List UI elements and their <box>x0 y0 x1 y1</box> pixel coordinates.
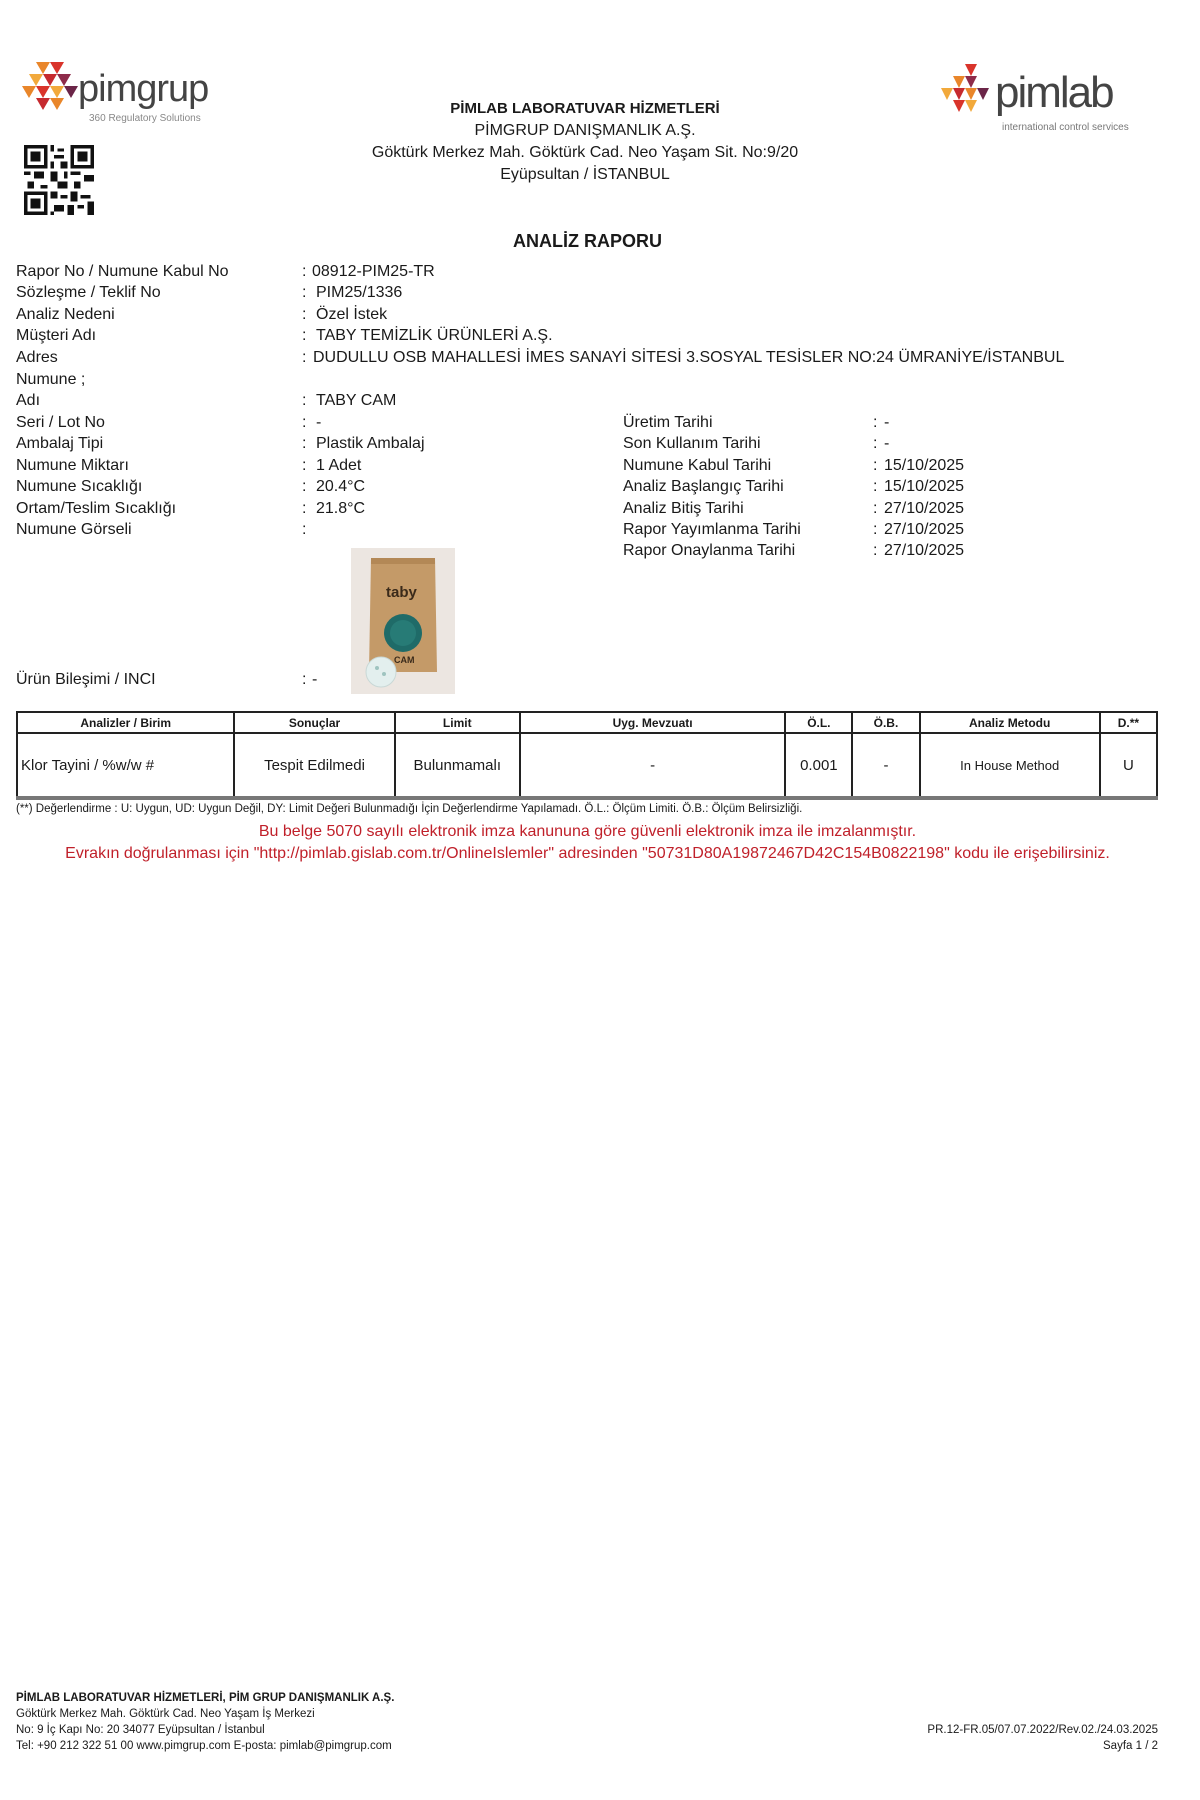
name-value: TABY CAM <box>316 392 397 409</box>
colon: : <box>302 414 307 431</box>
cell-ol: 0.001 <box>785 733 852 798</box>
colon: : <box>873 500 878 517</box>
lab-name: PİMLAB LABORATUVAR HİZMETLERİ <box>450 100 720 117</box>
table-header-row <box>17 712 1157 733</box>
footer-line: No: 9 İç Kapı No: 20 34077 Eyüpsultan / İstanbul <box>16 1724 265 1736</box>
colon: : <box>302 457 307 474</box>
sample-heading: Numune ; <box>16 371 86 388</box>
pouch-product: CAM <box>394 655 415 665</box>
publish-value: 27/10/2025 <box>884 521 965 538</box>
approve-value: 27/10/2025 <box>884 542 965 559</box>
sample-image <box>351 548 455 694</box>
colon: : <box>302 263 307 280</box>
cell-result: Tespit Edilmedi <box>234 733 394 798</box>
pimgrup-logo <box>22 60 222 130</box>
package-label: Ambalaj Tipi <box>16 435 104 452</box>
expiry-value: - <box>884 435 890 452</box>
col-header-results: Sonuçlar <box>234 712 394 733</box>
col-header-ol: Ö.L. <box>785 712 852 733</box>
lab-address: Göktürk Merkez Mah. Göktürk Cad. Neo Yaşam Sit. No:9/20 <box>371 144 799 161</box>
colon: : <box>302 327 307 344</box>
signature-notice: Bu belge 5070 sayılı elektronik imza kanununa göre güvenli elektronik imza ile imzalanmıştır. <box>258 823 917 840</box>
accept-value: 15/10/2025 <box>884 457 965 474</box>
col-header-ob: Ö.B. <box>852 712 919 733</box>
publish-label: Rapor Yayımlanma Tarihi <box>623 521 801 538</box>
colon: : <box>302 392 307 409</box>
pimgrup-tagline: 360 Regulatory Solutions <box>89 113 201 124</box>
amount-value: 1 Adet <box>316 457 362 474</box>
pouch-brand: taby <box>386 584 417 601</box>
customer-value: TABY TEMİZLİK ÜRÜNLERİ A.Ş. <box>316 327 553 344</box>
footer-line: Göktürk Merkez Mah. Göktürk Cad. Neo Yaşam İş Merkezi <box>16 1708 315 1720</box>
colon: : <box>302 435 307 452</box>
image-label: Numune Görseli <box>16 521 132 538</box>
end-label: Analiz Bitiş Tarihi <box>623 500 744 517</box>
cell-regulation: - <box>520 733 785 798</box>
lab-header <box>300 98 870 186</box>
colon: : <box>873 414 878 431</box>
start-value: 15/10/2025 <box>884 478 965 495</box>
end-value: 27/10/2025 <box>884 500 965 517</box>
contract-label: Sözleşme / Teklif No <box>16 284 161 301</box>
footer-contact: Tel: +90 212 322 51 00 www.pimgrup.com E-posta: pimlab@pimgrup.com <box>16 1740 392 1752</box>
amount-label: Numune Miktarı <box>16 457 129 474</box>
production-label: Üretim Tarihi <box>623 414 713 431</box>
results-table <box>16 711 1158 800</box>
lab-company: PİMGRUP DANIŞMANLIK A.Ş. <box>474 122 696 139</box>
colon: : <box>302 306 307 323</box>
colon: : <box>302 478 307 495</box>
start-label: Analiz Başlangıç Tarihi <box>623 478 784 495</box>
form-code: PR.12-FR.05/07.07.2022/Rev.02./24.03.2025 <box>927 1724 1158 1736</box>
temp-label: Numune Sıcaklığı <box>16 478 143 495</box>
col-header-analysis: Analizler / Birim <box>17 712 234 733</box>
env-temp-value: 21.8°C <box>316 500 366 517</box>
colon: : <box>873 435 878 452</box>
expiry-label: Son Kullanım Tarihi <box>623 435 761 452</box>
colon: : <box>302 284 307 301</box>
lot-value: - <box>316 414 322 431</box>
production-value: - <box>884 414 890 431</box>
temp-value: 20.4°C <box>316 478 366 495</box>
lab-city: Eyüpsultan / İSTANBUL <box>500 166 670 183</box>
page-number: Sayfa 1 / 2 <box>1103 1740 1158 1752</box>
report-title: ANALİZ RAPORU <box>513 231 662 251</box>
pimlab-logo-mark-icon <box>935 60 995 130</box>
accept-label: Numune Kabul Tarihi <box>623 457 772 474</box>
col-header-method: Analiz Metodu <box>920 712 1100 733</box>
pimgrup-logo-text: pimgrup <box>78 68 209 110</box>
footer-company: PİMLAB LABORATUVAR HİZMETLERİ, PİM GRUP DANIŞMANLIK A.Ş. <box>16 1692 395 1704</box>
customer-label: Müşteri Adı <box>16 327 97 344</box>
col-header-eval: D.** <box>1100 712 1157 733</box>
table-row <box>17 733 1157 798</box>
colon: : <box>302 671 307 688</box>
address-label: Adres <box>16 349 58 366</box>
pimlab-logo-text: pimlab <box>995 68 1113 117</box>
colon: : <box>873 521 878 538</box>
cell-analysis: Klor Tayini / %w/w # <box>17 733 234 798</box>
reason-value: Özel İstek <box>316 306 388 323</box>
address-value: DUDULLU OSB MAHALLESİ İMES SANAYİ SİTESİ 3.SOSYAL TESİSLER NO:24 ÜMRANİYE/İSTANBUL <box>313 349 1065 366</box>
colon: : <box>302 349 307 366</box>
verification-notice: Evrakın doğrulanması için "http://pimlab.gislab.com.tr/OnlineIslemler" adresinden "50731D80A19872467D42C154B0822198" kodu ile erişebilirsiniz. <box>65 845 1110 862</box>
name-label: Adı <box>16 392 41 409</box>
cell-method: In House Method <box>920 733 1100 798</box>
lot-label: Seri / Lot No <box>16 414 105 431</box>
colon: : <box>873 457 878 474</box>
contract-value: PIM25/1336 <box>316 284 403 301</box>
col-header-limit: Limit <box>395 712 520 733</box>
composition-label: Ürün Bileşimi / INCI <box>16 671 156 688</box>
cell-limit: Bulunmamalı <box>395 733 520 798</box>
qr-code-icon[interactable] <box>24 145 94 215</box>
colon: : <box>302 500 307 517</box>
reason-label: Analiz Nedeni <box>16 306 115 323</box>
composition-value: - <box>312 671 318 688</box>
colon: : <box>873 542 878 559</box>
cell-eval: U <box>1100 733 1157 798</box>
footer-meta <box>927 1722 1158 1754</box>
col-header-regulation: Uyg. Mevzuatı <box>520 712 785 733</box>
pimgrup-logo-mark-icon <box>22 60 78 118</box>
evaluation-legend: (**) Değerlendirme : U: Uygun, UD: Uygun Değil, DY: Limit Değeri Bulunmadığı İçin Değerlendirme Yapılamadı. Ö.L.: Ölçüm Limiti. Ö.B.: Ölçüm Belirsizliği. <box>16 803 803 815</box>
cell-ob: - <box>852 733 919 798</box>
report-no-label: Rapor No / Numune Kabul No <box>16 263 229 280</box>
package-value: Plastik Ambalaj <box>316 435 425 452</box>
colon: : <box>302 521 307 538</box>
approve-label: Rapor Onaylanma Tarihi <box>623 542 796 559</box>
pimlab-logo <box>935 60 1135 140</box>
env-temp-label: Ortam/Teslim Sıcaklığı <box>16 500 177 517</box>
pimlab-tagline: international control services <box>1002 122 1129 133</box>
footer-address <box>16 1690 394 1754</box>
report-no-value: 08912-PIM25-TR <box>312 263 435 280</box>
product-pouch-icon <box>351 548 455 694</box>
colon: : <box>873 478 878 495</box>
